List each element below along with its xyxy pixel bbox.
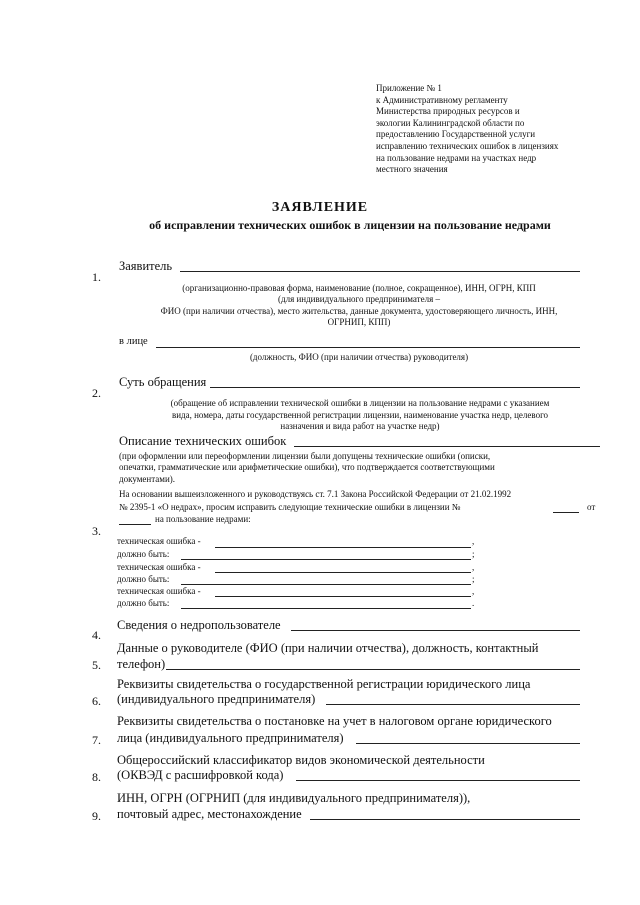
error-row-field[interactable] [181, 608, 471, 609]
okved-field[interactable] [296, 780, 580, 781]
applicant-caption: (для индивидуального предпринимателя – [278, 294, 440, 304]
applicant-caption: ФИО (при наличии отчества), место жительства, данные документа, удостоверяющего личность, ИНН, [160, 306, 558, 316]
okved-label: (ОКВЭД с расшифровкой кода) [117, 768, 284, 782]
license-number-field[interactable] [553, 512, 579, 513]
error-row-end: ; [472, 574, 475, 584]
applicant-label: Заявитель [119, 259, 173, 273]
error-row-label: должно быть: [117, 574, 170, 584]
error-row-field[interactable] [215, 547, 471, 548]
okved-label: Общероссийский классификатор видов экономической деятельности [117, 753, 485, 767]
in-person-label: в лице [119, 336, 148, 347]
appendix-line: к Административному регламенту [376, 94, 508, 105]
manager-label: Данные о руководителе (ФИО (при наличии отчества), должность, контактный [117, 641, 539, 655]
user-info-label: Сведения о недропользователе [117, 618, 281, 632]
request-caption: назначения и вида работ на участке недр) [280, 421, 440, 431]
appendix-line: предоставлению Государственной услуги [376, 129, 536, 140]
document-subtitle: об исправлении технических ошибок в лицензии на пользование недрами [149, 218, 551, 232]
address-label: ИНН, ОГРН (ОГРНИП (для индивидуального предпринимателя)), [117, 791, 471, 805]
appendix-line: исправлению технических ошибок в лицензиях [376, 140, 559, 151]
address-field[interactable] [310, 819, 580, 820]
manager-field[interactable] [166, 669, 580, 670]
request-field[interactable] [210, 387, 580, 388]
user-info-field[interactable] [291, 630, 580, 631]
section-number: 5. [92, 658, 101, 672]
registration-label: (индивидуального предпринимателя) [117, 692, 316, 706]
section-number: 1. [92, 270, 101, 284]
manager-label: телефон) [117, 657, 166, 671]
license-date-field[interactable] [119, 524, 151, 525]
errors-field[interactable] [294, 446, 600, 447]
in-person-caption: (должность, ФИО (при наличии отчества) руководителя) [249, 352, 469, 362]
registration-field[interactable] [326, 704, 580, 705]
error-row-end: . [472, 598, 475, 608]
basis-text: от [587, 502, 596, 512]
error-row-label: должно быть: [117, 549, 170, 559]
tax-label: Реквизиты свидетельства о постановке на учет в налоговом органе юридического [117, 714, 552, 728]
error-row-end: , [472, 562, 475, 572]
request-caption: вида, номера, даты государственной регистрации лицензии, наименование участка недр, целевого [171, 410, 549, 420]
section-number: 4. [92, 628, 101, 642]
applicant-caption: (организационно-правовая форма, наименование (полное, сокращенное), ИНН, ОГРН, КПП [182, 283, 536, 293]
section-number: 9. [92, 809, 101, 823]
error-row-field[interactable] [181, 559, 471, 560]
error-row-field[interactable] [215, 596, 471, 597]
tax-label: лица (индивидуального предпринимателя) [117, 731, 344, 745]
appendix-line: экологии Калининградской области по [376, 117, 525, 128]
applicant-caption: ОГРНИП, КПП) [327, 317, 391, 327]
basis-text: на пользование недрами: [155, 514, 251, 524]
errors-caption: (при оформлении или переоформлении лицензии были допущены технические ошибки (описки, [119, 451, 491, 461]
basis-text: № 2395-1 «О недрах», просим исправить следующие технические ошибки в лицензии № [119, 502, 461, 512]
request-label: Суть обращения [119, 375, 207, 389]
error-row-label: должно быть: [117, 598, 170, 608]
basis-text: На основании вышеизложенного и руководствуясь ст. 7.1 Закона Российской Федерации от 21.02.1992 [119, 489, 512, 499]
error-row-label: техническая ошибка - [117, 562, 201, 572]
section-number: 2. [92, 386, 101, 400]
tax-field[interactable] [356, 743, 580, 744]
appendix-line: на пользование недрами на участках недр [376, 152, 537, 163]
error-row-end: ; [472, 549, 475, 559]
appendix-note [376, 83, 616, 176]
error-row-end: , [472, 586, 475, 596]
address-label: почтовый адрес, местонахождение [117, 807, 302, 821]
section-number: 6. [92, 694, 101, 708]
appendix-line: Министерства природных ресурсов и [376, 106, 520, 117]
section-number: 3. [92, 524, 101, 538]
appendix-line: местного значения [376, 164, 448, 175]
errors-label: Описание технических ошибок [119, 434, 287, 448]
document-title: ЗАЯВЛЕНИЕ [271, 200, 369, 215]
error-row-field[interactable] [181, 584, 471, 585]
errors-caption: документами). [119, 474, 176, 484]
section-number: 8. [92, 770, 101, 784]
error-row-end: , [472, 536, 475, 546]
appendix-line: Приложение № 1 [376, 83, 442, 93]
in-person-field[interactable] [156, 347, 580, 348]
error-row-field[interactable] [215, 572, 471, 573]
error-row-label: техническая ошибка - [117, 586, 201, 596]
section-number: 7. [92, 733, 101, 747]
errors-caption: опечатки, грамматические или арифметические ошибки), что подтверждается соответствующими [119, 462, 495, 472]
applicant-field[interactable] [180, 271, 580, 272]
error-row-label: техническая ошибка - [117, 536, 201, 546]
registration-label: Реквизиты свидетельства о государственной регистрации юридического лица [117, 677, 531, 691]
request-caption: (обращение об исправлении технической ошибки в лицензии на пользование недрами с указанием [170, 398, 550, 408]
